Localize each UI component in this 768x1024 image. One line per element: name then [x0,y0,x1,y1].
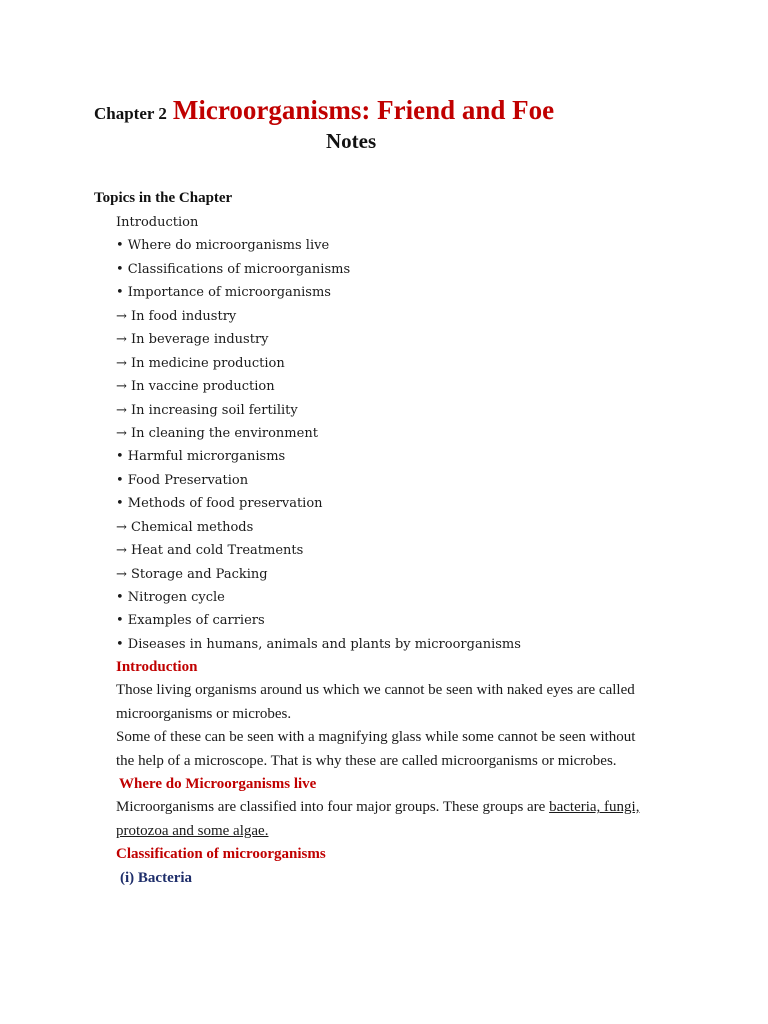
underlined-text: protozoa and some algae. [116,822,269,839]
topic-item: • Food Preservation [116,472,249,488]
topics-list [116,211,521,656]
paragraph-line: microorganisms or microbes. [116,705,292,722]
topic-item: → Heat and cold Treatments [116,543,304,559]
topic-item: → In food industry [116,308,237,324]
subsection-heading-bacteria: (i) Bacteria [120,869,193,886]
topic-item: → In cleaning the environment [116,425,318,441]
paragraph-line: Some of these can be seen with a magnifying glass while some cannot be seen without [116,729,636,746]
topics-heading: Topics in the Chapter [94,190,233,206]
section-heading-classification: Classification of microorganisms [116,846,326,863]
topic-item: → Chemical methods [116,519,254,535]
topic-item: • Classifications of microorganisms [116,261,351,277]
topic-item: • Methods of food preservation [116,496,323,512]
topic-item: • Harmful microrganisms [116,449,286,465]
body-content [116,656,676,890]
topic-item: • Importance of microorganisms [116,285,331,301]
topic-item: → In vaccine production [116,379,275,395]
page-subtitle: Notes [326,129,377,153]
paragraph-text: Microorganisms are classified into four major groups. These groups are [116,799,550,816]
topic-item: • Where do microorganisms live [116,238,330,254]
section-heading-introduction: Introduction [116,659,198,675]
chapter-title: Microorganisms: Friend and Foe [172,95,555,125]
chapter-title-line [94,95,554,126]
section-heading-where-live: Where do Microorganisms live [119,775,317,792]
paragraph-line: Those living organisms around us which we cannot be seen with naked eyes are called [116,682,635,699]
topic-item: → In increasing soil fertility [116,402,298,418]
topic-item: Introduction [116,215,199,230]
paragraph-line [116,820,676,843]
topic-item: → In beverage industry [116,332,269,348]
topic-item: • Diseases in humans, animals and plants by microorganisms [116,636,521,652]
topic-item: • Nitrogen cycle [116,590,225,605]
topic-item: • Examples of carriers [116,613,265,629]
topic-item: → In medicine production [116,355,285,371]
topic-item: → Storage and Packing [116,566,268,582]
paragraph-line [116,796,676,819]
underlined-text: bacteria, fungi, [549,799,640,816]
chapter-label: Chapter 2 [94,104,167,123]
paragraph-line: the help of a microscope. That is why these are called microorganisms or microbes. [116,752,617,769]
